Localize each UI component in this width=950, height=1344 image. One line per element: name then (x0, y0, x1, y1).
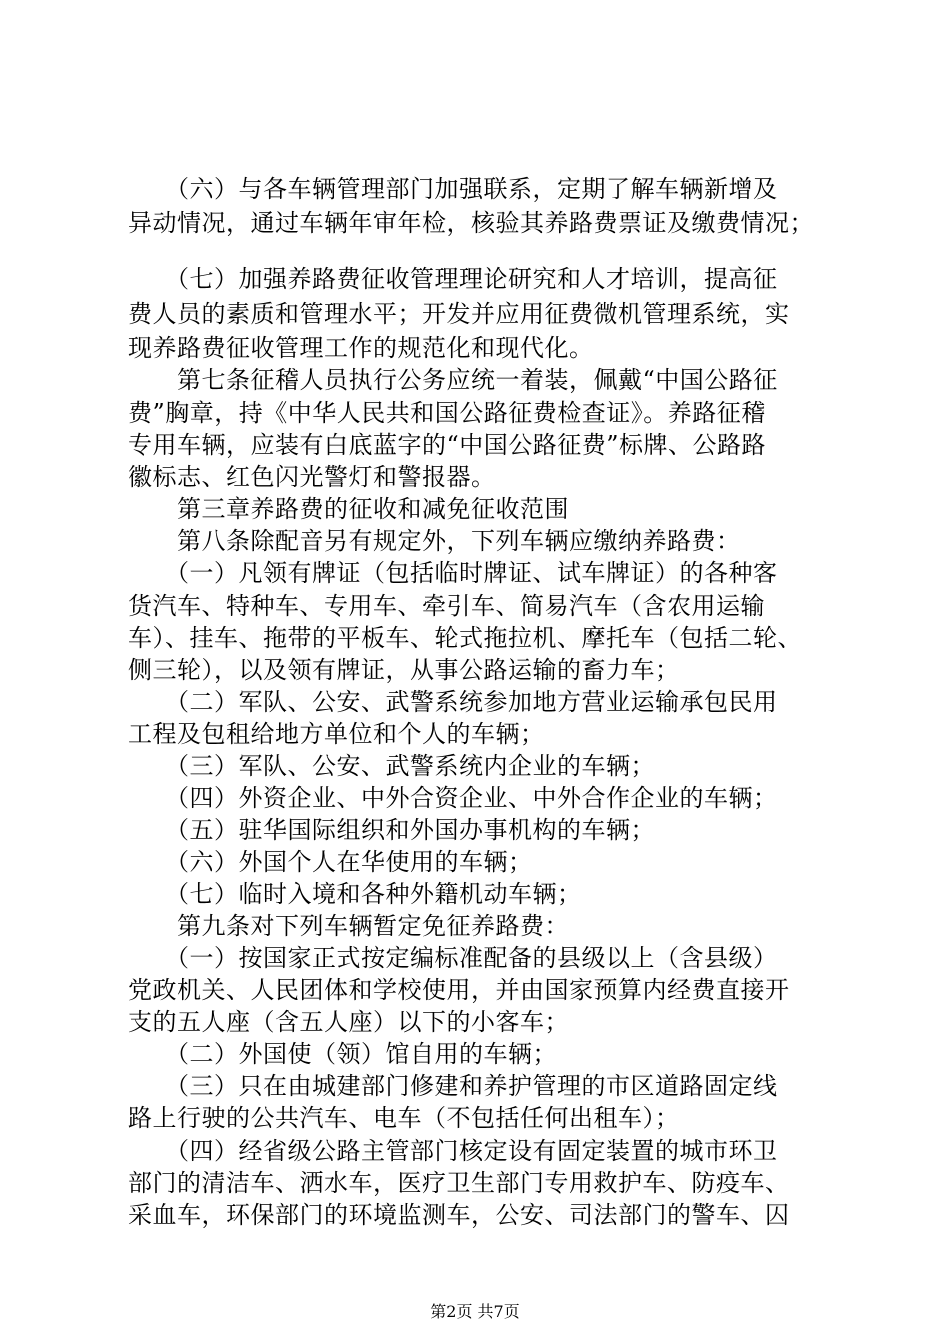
text-line: 采血车，环保部门的环境监测车，公安、司法部门的警车、囚 (128, 1201, 790, 1229)
text-line: 党政机关、人民团体和学校使用，并由国家预算内经费直接开 (128, 976, 790, 1004)
text-line: 工程及包租给地方单位和个人的车辆； (128, 720, 545, 748)
text-line: 异动情况，通过车辆年审年检，核验其养路费票证及缴费情况； (128, 209, 814, 237)
text-line: 支的五人座（含五人座）以下的小客车； (128, 1008, 569, 1036)
text-line: 专用车辆，应装有白底蓝字的“中国公路征费”标牌、公路路 (128, 431, 767, 459)
text-line: （一）凡领有牌证（包括临时牌证、试车牌证）的各种客 (128, 559, 778, 587)
text-line: （四）经省级公路主管部门核定设有固定装置的城市环卫 (128, 1137, 778, 1165)
text-line: 货汽车、特种车、专用车、牵引车、简易汽车（含农用运输 (128, 592, 765, 620)
text-line: 车）、挂车、拖带的平板车、轮式拖拉机、摩托车（包括二轮、 (128, 624, 802, 652)
text-line: 部门的清洁车、洒水车，医疗卫生部门专用救护车、防疫车、 (128, 1169, 790, 1197)
text-line: （五）驻华国际组织和外国办事机构的车辆； (128, 816, 655, 844)
text-line: 费”胸章，持《中华人民共和国公路征费检查证》。养路征稽 (128, 399, 766, 427)
text-line: 费人员的素质和管理水平；开发并应用征费微机管理系统，实 (128, 300, 790, 328)
page-number: 第2页 共7页 (430, 1302, 520, 1321)
text-line: （六）与各车辆管理部门加强联系，定期了解车辆新增及 (128, 175, 778, 203)
text-line: （二）军队、公安、武警系统参加地方营业运输承包民用 (128, 688, 778, 716)
text-line: （三）只在由城建部门修建和养护管理的市区道路固定线 (128, 1072, 778, 1100)
text-line: （七）加强养路费征收管理理论研究和人才培训，提高征 (128, 265, 778, 293)
text-line: 第八条除配音另有规定外，下列车辆应缴纳养路费： (128, 527, 741, 555)
text-line: 侧三轮），以及领有牌证，从事公路运输的畜力车； (128, 656, 680, 684)
text-line: 路上行驶的公共汽车、电车（不包括任何出租车）； (128, 1104, 680, 1132)
text-line: 现养路费征收管理工作的规范化和现代化。 (128, 334, 594, 362)
text-line: （七）临时入境和各种外籍机动车辆； (128, 880, 582, 908)
text-line: 第七条征稽人员执行公务应统一着装，佩戴“中国公路征 (128, 366, 778, 394)
text-line: （四）外资企业、中外合资企业、中外合作企业的车辆； (128, 784, 778, 812)
text-line: （六）外国个人在华使用的车辆； (128, 848, 533, 876)
chapter-heading: 第三章养路费的征收和减免征收范围 (128, 495, 569, 523)
text-line: （三）军队、公安、武警系统内企业的车辆； (128, 752, 655, 780)
text-line: 第九条对下列车辆暂定免征养路费： (128, 912, 569, 940)
text-line: 徽标志、红色闪光警灯和警报器。 (128, 463, 496, 491)
text-line: （一）按国家正式按定编标准配备的县级以上（含县级） (128, 944, 778, 972)
text-line: （二）外国使（领）馆自用的车辆； (128, 1040, 557, 1068)
